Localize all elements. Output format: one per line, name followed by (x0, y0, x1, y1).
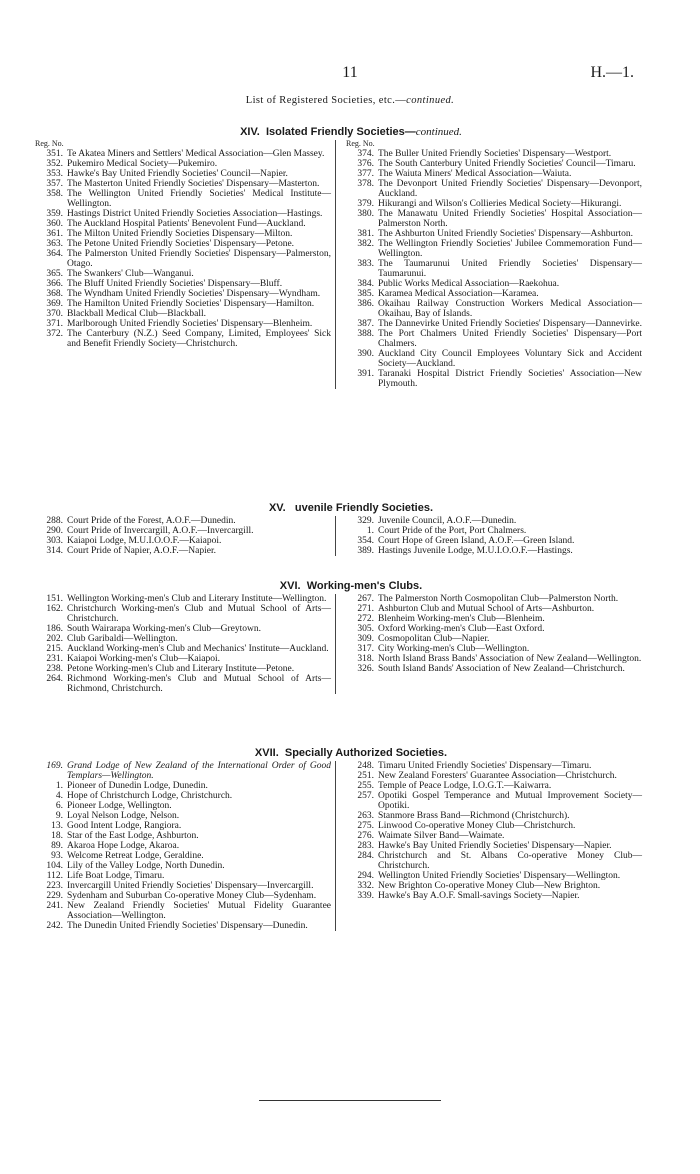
society-name: Opotiki Gospel Temperance and Mutual Improvement Society—Opotiki. (378, 791, 642, 811)
reg-number: 370. (46, 309, 63, 319)
society-entry (33, 169, 331, 179)
society-name: Marlborough United Friendly Societies' Dispensary—Blenheim. (67, 319, 313, 329)
reg-number: 223. (46, 881, 63, 891)
reg-number: 339. (357, 891, 374, 901)
society-entry (33, 871, 331, 881)
society-entry (344, 159, 642, 169)
society-name: Ashburton Club and Mutual School of Arts—Ashburton. (378, 604, 595, 614)
reg-number: 382. (357, 239, 374, 249)
society-name: New Brighton Co-operative Money Club—New Brighton. (378, 881, 601, 891)
society-name: The Wellington United Friendly Societies' Medical Institute—Wellington. (67, 189, 331, 209)
section-heading (33, 745, 669, 761)
society-entry (344, 199, 642, 209)
reg-number: 275. (357, 821, 374, 831)
society-name: The Port Chalmers United Friendly Societies' Dispensary—Port Chalmers. (378, 329, 642, 349)
society-entry (33, 781, 331, 791)
society-entry (33, 664, 331, 674)
society-entry (33, 811, 331, 821)
society-name: New Zealand Foresters' Guarantee Association—Christchurch. (378, 771, 617, 781)
reg-number: 387. (357, 319, 374, 329)
society-entry (344, 516, 642, 526)
society-name: Life Boat Lodge, Timaru. (67, 871, 165, 881)
society-entry (33, 801, 331, 811)
section-heading (33, 124, 669, 140)
reg-number: 385. (357, 289, 374, 299)
right-column (336, 140, 642, 389)
society-entry (344, 614, 642, 624)
reg-number: 1. (55, 781, 63, 791)
reg-number: 231. (46, 654, 63, 664)
list-title-main: List of Registered Societies, etc.— (245, 95, 407, 106)
society-name: Grand Lodge of New Zealand of the International Order of Good Templars—Wellington. (67, 761, 331, 781)
society-name: Public Works Medical Association—Raekohua. (378, 279, 560, 289)
reg-number: 371. (46, 319, 63, 329)
section-numeral: XIV. (240, 126, 260, 138)
society-entry (33, 841, 331, 851)
reg-number: 365. (46, 269, 63, 279)
society-entry (33, 644, 331, 654)
reg-number: 352. (46, 159, 63, 169)
society-name: City Working-men's Club—Wellington. (378, 644, 530, 654)
reg-number: 377. (357, 169, 374, 179)
society-name: Waimate Silver Band—Waimate. (378, 831, 505, 841)
society-name: Hawke's Bay A.O.F. Small-savings Society—Napier. (378, 891, 580, 901)
two-column-list (33, 516, 669, 556)
society-name: The Buller United Friendly Societies' Dispensary—Westport. (378, 149, 612, 159)
reg-number: 376. (357, 159, 374, 169)
society-name: Taranaki Hospital District Friendly Societies' Association—New Plymouth. (378, 369, 642, 389)
reg-number: 388. (357, 329, 374, 339)
page-number: 11 (342, 64, 358, 81)
society-entry (344, 761, 642, 771)
reg-number: 305. (357, 624, 374, 634)
society-name: The Milton United Friendly Societies Dispensary—Milton. (67, 229, 293, 239)
society-entry (344, 624, 642, 634)
society-entry (344, 871, 642, 881)
section-xiv (33, 124, 669, 389)
reg-number: 359. (46, 209, 63, 219)
society-entry (344, 526, 642, 536)
society-entry (344, 891, 642, 901)
reg-number: 215. (46, 644, 63, 654)
reg-number: 361. (46, 229, 63, 239)
society-entry (344, 634, 642, 644)
reg-number: 169. (46, 761, 63, 771)
society-entry (33, 921, 331, 931)
reg-number: 162. (46, 604, 63, 614)
left-column (33, 594, 336, 694)
reg-number: 251. (357, 771, 374, 781)
reg-number: 360. (46, 219, 63, 229)
society-name: The Bluff United Friendly Societies' Dispensary—Bluff. (67, 279, 283, 289)
reg-number: 242. (46, 921, 63, 931)
society-entry (33, 516, 331, 526)
society-name: Temple of Peace Lodge, I.O.G.T.—Kaiwarra. (378, 781, 552, 791)
society-entry (344, 771, 642, 781)
society-entry (33, 761, 331, 781)
society-name: Pukemiro Medical Society—Pukemiro. (67, 159, 218, 169)
society-entry (33, 149, 331, 159)
reg-number: 13. (51, 821, 63, 831)
reg-number: 380. (357, 209, 374, 219)
reg-number: 4. (55, 791, 63, 801)
society-name: Good Intent Lodge, Rangiora. (67, 821, 182, 831)
reg-number: 381. (357, 229, 374, 239)
reg-number: 257. (357, 791, 374, 801)
society-name: Blackball Medical Club—Blackball. (67, 309, 207, 319)
society-name: Court Pride of the Port, Port Chalmers. (378, 526, 527, 536)
society-name: Juvenile Council, A.O.F.—Dunedin. (378, 516, 517, 526)
section-title: Working-men's Clubs. (306, 580, 423, 592)
society-entry (344, 239, 642, 259)
society-entry (33, 189, 331, 209)
reg-number: 369. (46, 299, 63, 309)
society-entry (344, 369, 642, 389)
reg-number: 383. (357, 259, 374, 269)
list-title (0, 95, 700, 106)
society-entry (344, 594, 642, 604)
society-name: Hastings District United Friendly Societies Association—Hastings. (67, 209, 323, 219)
society-entry (33, 229, 331, 239)
reg-number: 358. (46, 189, 63, 199)
society-name: Petone Working-men's Club and Literary Institute—Petone. (67, 664, 295, 674)
society-entry (33, 791, 331, 801)
society-name: The Masterton United Friendly Societies' Dispensary—Masterton. (67, 179, 320, 189)
society-name: Linwood Co-operative Money Club—Christchurch. (378, 821, 576, 831)
society-entry (33, 239, 331, 249)
reg-number: 151. (46, 594, 63, 604)
reg-number: 309. (357, 634, 374, 644)
society-entry (33, 624, 331, 634)
society-entry (33, 654, 331, 664)
reg-number: 374. (357, 149, 374, 159)
society-name: The Devonport United Friendly Societies' Dispensary—Devonport, Auckland. (378, 179, 642, 199)
society-entry (33, 179, 331, 189)
reg-number: 263. (357, 811, 374, 821)
reg-number: 366. (46, 279, 63, 289)
society-entry (344, 209, 642, 229)
society-entry (33, 881, 331, 891)
section-title: Specially Authorized Societies. (284, 747, 448, 759)
society-name: The Auckland Hospital Patients' Benevolent Fund—Auckland. (67, 219, 306, 229)
reg-number: 391. (357, 369, 374, 379)
right-column (336, 516, 642, 556)
right-column (336, 594, 642, 694)
society-name: Blenheim Working-men's Club—Blenheim. (378, 614, 545, 624)
society-name: Hastings Juvenile Lodge, M.U.I.O.O.F.—Hastings. (378, 546, 573, 556)
society-name: Pioneer of Dunedin Lodge, Dunedin. (67, 781, 208, 791)
section-xvii (33, 745, 669, 931)
society-name: The Waiuta Miners' Medical Association—Waiuta. (378, 169, 572, 179)
society-entry (33, 219, 331, 229)
two-column-list (33, 140, 669, 389)
society-name: South Wairarapa Working-men's Club—Greytown. (67, 624, 262, 634)
society-entry (344, 299, 642, 319)
society-entry (344, 329, 642, 349)
section-xv (33, 500, 669, 556)
closing-rule (259, 1100, 441, 1101)
society-name: Kaiapoi Lodge, M.U.I.O.O.F.—Kaiapoi. (67, 536, 222, 546)
reg-number: 372. (46, 329, 63, 339)
society-name: Karamea Medical Association—Karamea. (378, 289, 539, 299)
reg-number: 353. (46, 169, 63, 179)
society-name: Oxford Working-men's Club—East Oxford. (378, 624, 545, 634)
reg-number: 384. (357, 279, 374, 289)
society-entry (344, 259, 642, 279)
society-entry (344, 169, 642, 179)
society-name: Christchurch and St. Albans Co-operative Money Club—Christchurch. (378, 851, 642, 871)
society-name: The Canterbury (N.Z.) Seed Company, Limited, Employees' Sick and Benefit Friendly Society—Christchurch. (67, 329, 331, 349)
society-name: North Island Brass Bands' Association of New Zealand—Wellington. (378, 654, 642, 664)
society-entry (33, 634, 331, 644)
society-name: Court Pride of Invercargill, A.O.F.—Invercargill. (67, 526, 254, 536)
reg-number: 267. (357, 594, 374, 604)
society-name: Cosmopolitan Club—Napier. (378, 634, 490, 644)
reg-number: 264. (46, 674, 63, 684)
society-entry (344, 821, 642, 831)
society-entry (33, 289, 331, 299)
society-entry (33, 209, 331, 219)
society-entry (33, 831, 331, 841)
society-entry (33, 851, 331, 861)
society-name: The South Canterbury United Friendly Societies' Council—Timaru. (378, 159, 636, 169)
reg-number: 390. (357, 349, 374, 359)
reg-number: 351. (46, 149, 63, 159)
reg-number: 93. (51, 851, 63, 861)
society-entry (33, 546, 331, 556)
section-heading (33, 578, 669, 594)
society-entry (344, 179, 642, 199)
society-name: The Palmerston North Cosmopolitan Club—Palmerston North. (378, 594, 619, 604)
reg-number: 248. (357, 761, 374, 771)
society-name: Auckland City Council Employees Voluntary Sick and Accident Society—Auckland. (378, 349, 642, 369)
society-name: The Hamilton United Friendly Societies' Dispensary—Hamilton. (67, 299, 315, 309)
society-name: Hope of Christchurch Lodge, Christchurch. (67, 791, 233, 801)
reg-number: 364. (46, 249, 63, 259)
society-entry (344, 664, 642, 674)
reg-number: 314. (46, 546, 63, 556)
society-name: Richmond Working-men's Club and Mutual School of Arts—Richmond, Christchurch. (67, 674, 331, 694)
society-name: Star of the East Lodge, Ashburton. (67, 831, 199, 841)
society-entry (344, 781, 642, 791)
society-name: The Palmerston United Friendly Societies' Dispensary—Palmerston, Otago. (67, 249, 331, 269)
society-name: The Dunedin United Friendly Societies' Dispensary—Dunedin. (67, 921, 308, 931)
society-name: The Wellington Friendly Societies' Jubilee Commemoration Fund—Wellington. (378, 239, 642, 259)
reg-number: 318. (357, 654, 374, 664)
society-name: Akaroa Hope Lodge, Akaroa. (67, 841, 180, 851)
reg-number: 283. (357, 841, 374, 851)
society-name: The Petone United Friendly Societies' Dispensary—Petone. (67, 239, 295, 249)
society-entry (33, 891, 331, 901)
society-entry (33, 159, 331, 169)
society-entry (33, 309, 331, 319)
society-entry (33, 299, 331, 309)
reg-number: 104. (46, 861, 63, 871)
two-column-list (33, 761, 669, 931)
section-xvi (33, 578, 669, 694)
society-name: Stanmore Brass Band—Richmond (Christchurch). (378, 811, 570, 821)
section-numeral: XV. (268, 502, 286, 514)
society-name: Court Hope of Green Island, A.O.F.—Green Island. (378, 536, 575, 546)
section-numeral: XVI. (279, 580, 301, 592)
society-entry (344, 811, 642, 821)
society-entry (33, 861, 331, 871)
society-entry (33, 821, 331, 831)
reg-number: 202. (46, 634, 63, 644)
left-column (33, 761, 336, 931)
society-name: Auckland Working-men's Club and Mechanics' Institute—Auckland. (67, 644, 329, 654)
society-name: Club Garibaldi—Wellington. (67, 634, 178, 644)
society-name: Christchurch Working-men's Club and Mutual School of Arts—Christchurch. (67, 604, 331, 624)
society-name: Loyal Nelson Lodge, Nelson. (67, 811, 180, 821)
right-column (336, 761, 642, 931)
society-entry (344, 319, 642, 329)
society-name: Te Akatea Miners and Settlers' Medical Association—Glen Massey. (67, 149, 325, 159)
reg-number: 1. (366, 526, 374, 536)
society-name: The Swankers' Club—Wanganui. (67, 269, 194, 279)
section-heading (33, 500, 669, 516)
society-entry (33, 674, 331, 694)
society-entry (33, 536, 331, 546)
reg-number: 354. (357, 536, 374, 546)
society-entry (344, 546, 642, 556)
society-name: Hawke's Bay United Friendly Societies' Dispensary—Napier. (378, 841, 612, 851)
left-column (33, 140, 336, 389)
society-entry (344, 831, 642, 841)
society-name: Wellington United Friendly Societies' Dispensary—Wellington. (378, 871, 621, 881)
reg-number: 329. (357, 516, 374, 526)
society-entry (33, 901, 331, 921)
society-entry (344, 881, 642, 891)
society-name: The Taumarunui United Friendly Societies' Dispensary—Taumarunui. (378, 259, 642, 279)
society-name: Invercargill United Friendly Societies' Dispensary—Invercargill. (67, 881, 314, 891)
reg-number: 18. (51, 831, 63, 841)
society-name: Court Pride of the Forest, A.O.F.—Dunedin. (67, 516, 236, 526)
society-entry (344, 279, 642, 289)
reg-number: 89. (51, 841, 63, 851)
society-entry (344, 229, 642, 239)
society-entry (33, 604, 331, 624)
society-entry (344, 149, 642, 159)
society-entry (344, 654, 642, 664)
society-entry (344, 791, 642, 811)
reg-number: 317. (357, 644, 374, 654)
society-entry (344, 604, 642, 614)
society-name: Hawke's Bay United Friendly Societies' Council—Napier. (67, 169, 288, 179)
society-name: Lily of the Valley Lodge, North Dunedin. (67, 861, 225, 871)
reg-number: 284. (357, 851, 374, 861)
society-name: The Wyndham United Friendly Societies' Dispensary—Wyndham. (67, 289, 321, 299)
section-title-suffix: continued. (415, 126, 462, 138)
society-entry (344, 289, 642, 299)
society-name: Pioneer Lodge, Wellington. (67, 801, 172, 811)
society-entry (33, 526, 331, 536)
page-reference: H.—1. (590, 64, 634, 81)
reg-number: 326. (357, 664, 374, 674)
society-entry (344, 851, 642, 871)
society-name: Sydenham and Suburban Co-operative Money Club—Sydenham. (67, 891, 317, 901)
reg-number: 357. (46, 179, 63, 189)
society-entry (33, 594, 331, 604)
reg-number: 238. (46, 664, 63, 674)
society-name: The Ashburton United Friendly Societies' Dispensary—Ashburton. (378, 229, 634, 239)
list-title-continued: continued. (406, 95, 455, 106)
society-entry (33, 279, 331, 289)
society-entry (344, 536, 642, 546)
society-name: Kaiapoi Working-men's Club—Kaiapoi. (67, 654, 221, 664)
society-entry (344, 841, 642, 851)
society-entry (33, 319, 331, 329)
reg-number: 290. (46, 526, 63, 536)
society-name: South Island Bands' Association of New Zealand—Christchurch. (378, 664, 625, 674)
society-name: Welcome Retreat Lodge, Geraldine. (67, 851, 204, 861)
society-name: Okaihau Railway Construction Workers Medical Association—Okaihau, Bay of Islands. (378, 299, 642, 319)
society-entry (344, 349, 642, 369)
reg-number: 386. (357, 299, 374, 309)
society-name: The Manawatu United Friendly Societies' Hospital Association—Palmerston North. (378, 209, 642, 229)
reg-no-label: Reg. No. (346, 139, 375, 148)
section-title: Isolated Friendly Societies— (265, 126, 416, 138)
society-entry (33, 329, 331, 349)
society-name: Court Pride of Napier, A.O.F.—Napier. (67, 546, 216, 556)
reg-number: 288. (46, 516, 63, 526)
reg-number: 294. (357, 871, 374, 881)
reg-number: 9. (55, 811, 63, 821)
reg-number: 332. (357, 881, 374, 891)
reg-number: 379. (357, 199, 374, 209)
society-name: Hikurangi and Wilson's Collieries Medical Society—Hikurangi. (378, 199, 622, 209)
reg-number: 186. (46, 624, 63, 634)
society-name: New Zealand Friendly Societies' Mutual Fidelity Guarantee Association—Wellington. (67, 901, 331, 921)
society-name: The Dannevirke United Friendly Societies' Dispensary—Dannevirke. (378, 319, 642, 329)
reg-number: 363. (46, 239, 63, 249)
section-title: uvenile Friendly Societies. (294, 502, 434, 514)
society-entry (33, 269, 331, 279)
reg-number: 255. (357, 781, 374, 791)
reg-number: 229. (46, 891, 63, 901)
reg-number: 241. (46, 901, 63, 911)
section-numeral: XVII. (254, 747, 279, 759)
reg-number: 389. (357, 546, 374, 556)
reg-number: 6. (55, 801, 63, 811)
two-column-list (33, 594, 669, 694)
reg-number: 303. (46, 536, 63, 546)
society-entry (33, 249, 331, 269)
society-entry (344, 644, 642, 654)
reg-no-label: Reg. No. (35, 139, 64, 148)
reg-number: 368. (46, 289, 63, 299)
society-name: Wellington Working-men's Club and Literary Institute—Wellington. (67, 594, 327, 604)
society-name: Timaru United Friendly Societies' Dispensary—Timaru. (378, 761, 592, 771)
left-column (33, 516, 336, 556)
reg-number: 378. (357, 179, 374, 189)
reg-number: 112. (46, 871, 63, 881)
reg-number: 276. (357, 831, 374, 841)
reg-number: 272. (357, 614, 374, 624)
reg-number: 271. (357, 604, 374, 614)
